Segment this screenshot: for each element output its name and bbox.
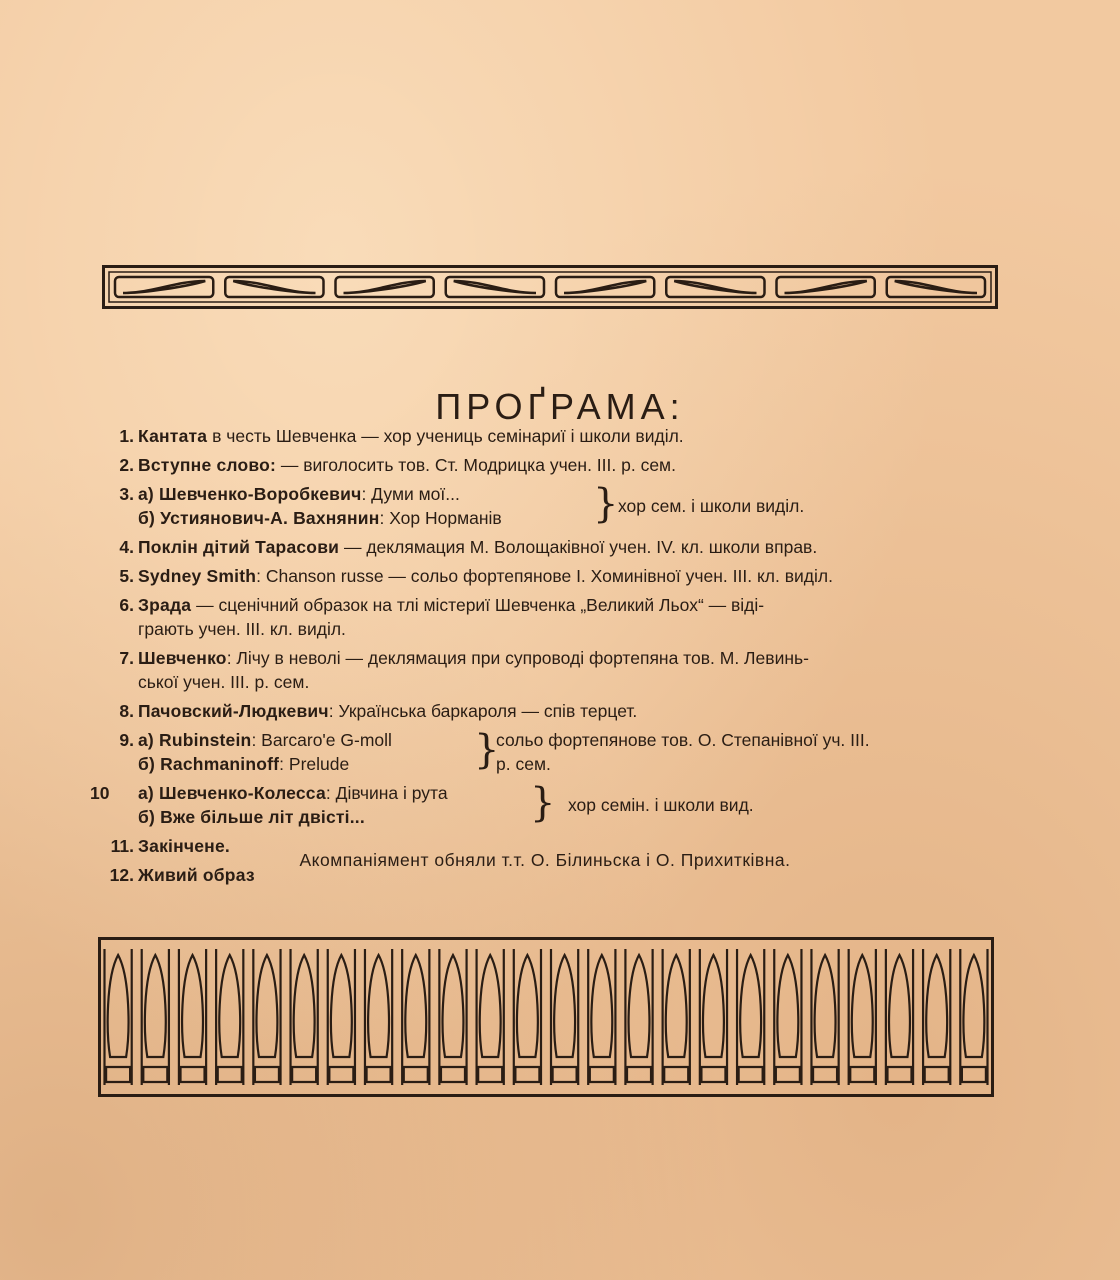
item-heading: Зрада [138,595,192,615]
item-heading: б) Rachmaninoff [138,754,280,774]
item-heading: Пачовский-Людкевич [138,701,329,721]
item-text: : Chanson russe — сольо фортепянове І. Хоминівної учен. III. кл. виділ. [256,566,833,586]
bottom-ornament-motif [960,949,987,1085]
accompaniment-note: Акомпаніямент обняли т.т. О. Білиньска і О. Прихитківна. [299,850,791,870]
top-ornament-motif [887,277,985,297]
item-side-text: хор семін. і школи вид. [568,795,754,815]
brace: } [593,481,619,527]
bottom-ornament-motif [588,949,615,1085]
item-heading: Поклін дітий Тарасови [138,537,340,557]
item-text: — сценічний образок на тлі містериї Шевченка „Великий Льох“ — віді- [191,595,765,615]
item-number: 4. [119,537,134,557]
bottom-ornament-motif [291,949,318,1085]
bottom-ornament-motif [811,949,838,1085]
item-number: 5. [119,566,134,586]
program-item-1 [100,424,1010,448]
bottom-ornament-motif [105,949,132,1085]
item-text-continued: ської учен. III. р. сем. [138,672,310,692]
top-ornament-motif [115,277,213,297]
item-text: : Дівчина і рута [325,783,448,803]
program-item-8 [100,699,1010,723]
bottom-ornament-motif [886,949,913,1085]
top-ornament-motif [336,277,434,297]
top-ornament-motif [446,277,544,297]
program-item-5 [100,564,1010,588]
program-item-10 [90,780,1010,829]
item-number: 6. [119,595,134,615]
brace: } [474,727,500,773]
item-heading: б) Устиянович-А. Вахнянин [138,508,380,528]
item-heading: Вступне слово: [138,455,276,475]
item-side-text-continued: р. сем. [496,754,551,774]
bottom-ornament-motif [625,949,652,1085]
bottom-ornament-motif [700,949,727,1085]
item-text: — деклямация М. Волощаківної учен. IV. кл. школи вправ. [339,537,818,557]
item-number: 11. [110,836,134,856]
item-text: : Лічу в неволі — деклямация при супроводі фортепяна тов. М. Левинь- [226,648,809,668]
program-item-6 [100,593,1010,641]
item-text: : Українська баркароля — спів терцет. [328,701,638,721]
bottom-ornament-border [98,937,994,1097]
bottom-ornament-motif [774,949,801,1085]
item-number: 7. [119,648,134,668]
item-text: : Думи мої... [361,484,460,504]
item-heading: а) Шевченко-Воробкевич [138,484,362,504]
bottom-ornament-motif [551,949,578,1085]
bottom-ornament-motif [179,949,206,1085]
item-number: 12. [109,865,134,885]
item-text: в честь Шевченка — хор учениць семінариї і школи виділ. [207,426,684,446]
item-side-text: хор сем. і школи виділ. [618,496,805,516]
page-title: ПРОҐРАМА: [435,386,685,428]
brace: } [530,780,556,826]
item-text: : Хор Норманів [379,508,502,528]
top-ornament-motif [666,277,764,297]
bottom-ornament-motif [439,949,466,1085]
item-number: 2. [119,455,134,475]
program-item-3 [100,482,1010,530]
bottom-ornament-motif [402,949,429,1085]
bottom-ornament-motif [142,949,169,1085]
item-heading: Шевченко [138,648,227,668]
program-item-9 [100,728,1010,776]
bottom-ornament-motif [663,949,690,1085]
item-heading: Кантата [138,426,208,446]
top-ornament-motif [777,277,875,297]
item-side-text: сольо фортепянове тов. О. Степанівної уч. III. [496,730,870,750]
bottom-ornament-motif [216,949,243,1085]
bottom-ornament-motif [477,949,504,1085]
item-number: 10 [90,783,110,803]
bottom-ornament-motif [849,949,876,1085]
item-number: 8. [119,701,134,721]
item-heading: Sydney Smith [138,566,257,586]
item-number: 1. [119,426,134,446]
top-ornament-motif [225,277,323,297]
item-heading: б) Вже більше літ двісті... [138,807,365,827]
bottom-ornament-motif [737,949,764,1085]
program-item-2 [100,453,1010,477]
top-ornament-border [102,265,998,309]
item-heading: а) Шевченко-Колесса [138,783,326,803]
bottom-ornament-motif [365,949,392,1085]
item-text-continued: грають учен. III. кл. виділ. [138,619,346,639]
bottom-ornament-motif [328,949,355,1085]
program-item-7 [100,646,1010,694]
bottom-ornament-motif [923,949,950,1085]
bottom-ornament-motif [514,949,541,1085]
item-text: : Prelude [279,754,350,774]
bottom-ornament-motif [253,949,280,1085]
item-heading: Закінчене. [138,836,230,856]
item-number: 9. [119,730,134,750]
item-heading: а) Rubinstein [138,730,252,750]
top-ornament-motif [556,277,654,297]
program-item-4 [100,535,1010,559]
item-number: 3. [119,484,134,504]
item-text: — виголосить тов. Ст. Модрицка учен. III. р. сем. [276,455,676,475]
item-heading: Живий образ [138,865,255,885]
item-text: : Barcaro'e G-moll [251,730,392,750]
